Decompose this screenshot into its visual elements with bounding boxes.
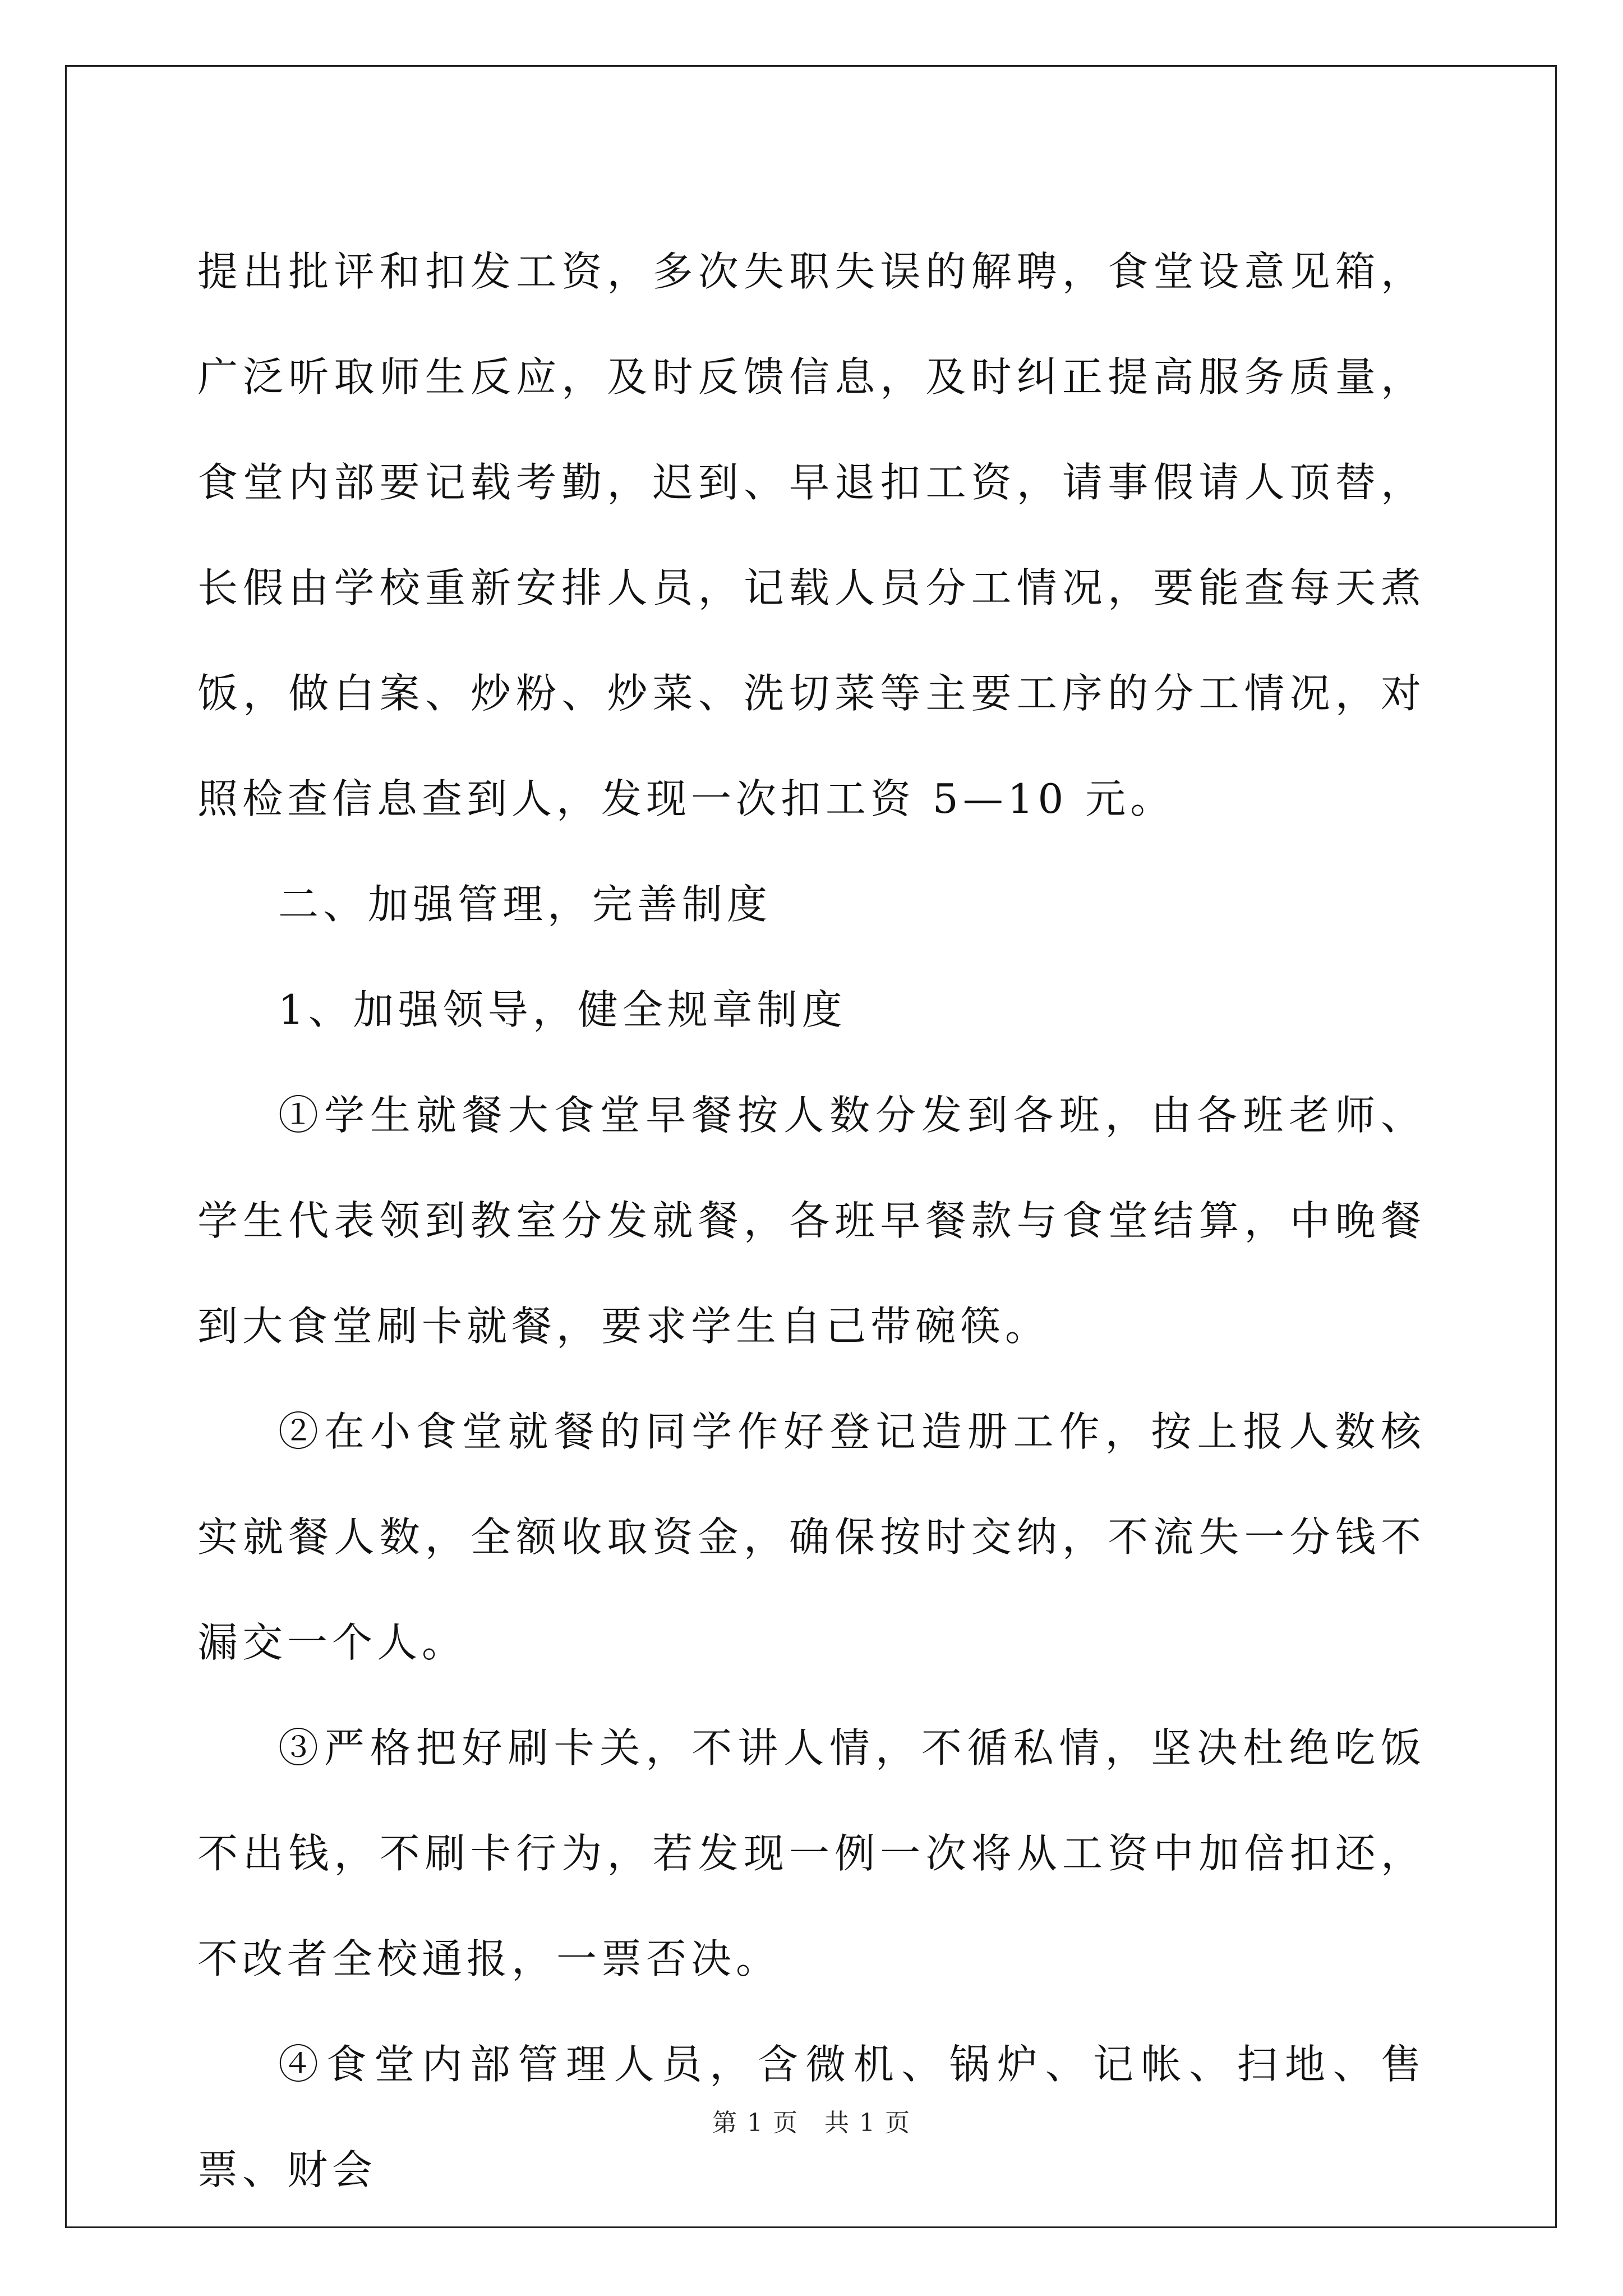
paragraph-item-2: ②在小食堂就餐的同学作好登记造册工作，按上报人数核实就餐人数，全额收取资金，确保按时交纳，不流失一分钱不漏交一个人。 [197, 1408, 1426, 1666]
paragraph-1: 提出批评和扣发工资，多次失职失误的解聘，食堂设意见箱，广泛听取师生反应，及时反馈信息，及时纠正提高服务质量，食堂内部要记载考勤，迟到、早退扣工资，请事假请人顶替，长假由学校重新安排人员，记载人员分工情况，要能查每天煮饭，做白案、炒粉、炒菜、洗切菜等主要工序的分工情况，对照检查信息查到人，发现一次扣工资 5—10 元。 [197, 248, 1426, 822]
section-heading: 二、加强管理，完善制度 [278, 881, 772, 928]
paragraph-item-4: ④食堂内部管理人员，含微机、锅炉、记帐、扫地、售票、财会 [197, 2041, 1426, 2193]
page-number-footer: 第 1 页 共 1 页 [712, 2109, 911, 2137]
paragraph-item-3: ③严格把好刷卡关，不讲人情，不循私情，坚决杜绝吃饭不出钱，不刷卡行为，若发现一例一次将从工资中加倍扣还，不改者全校通报，一票否决。 [197, 1724, 1426, 1982]
document-body [197, 219, 1426, 2223]
subsection-heading: 1、加强领导，健全规章制度 [278, 986, 847, 1033]
paragraph-item-1: ①学生就餐大食堂早餐按人数分发到各班，由各班老师、学生代表领到教室分发就餐，各班早餐款与食堂结算，中晚餐到大食堂刷卡就餐，要求学生自己带碗筷。 [197, 1092, 1426, 1350]
